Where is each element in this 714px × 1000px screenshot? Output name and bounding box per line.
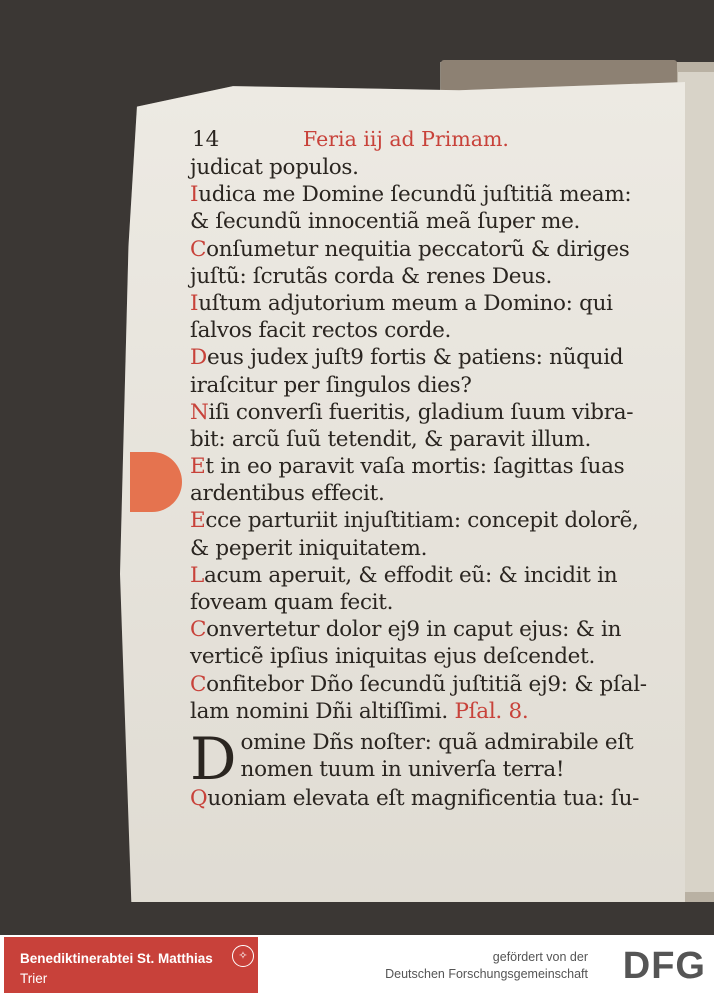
line-text: acum aperuit, & effodit eũ: & incidit in: [203, 562, 618, 588]
line-text: judicat populos.: [190, 155, 359, 180]
rubric-initial: E: [190, 454, 206, 480]
text-line: [190, 590, 650, 617]
text-line: [190, 644, 650, 671]
line-text: ſalvos facit rectos corde.: [190, 318, 452, 344]
line-text: udica me Domine ſecundũ juſtitiã meam:: [198, 182, 632, 208]
line-text: juſtũ: ſcrutãs corda & renes Deus.: [190, 263, 553, 289]
rubric-initial: C: [190, 617, 207, 643]
text-line: [190, 182, 650, 209]
footer-bar: [0, 935, 714, 1000]
psalm-line: [190, 699, 650, 726]
text-line: [190, 291, 650, 318]
text-line: [190, 318, 650, 345]
rubric-initial: D: [190, 345, 207, 371]
verse-lines: [190, 155, 650, 699]
line-text: & ſecundũ innocentiã meã ſuper me.: [190, 209, 581, 235]
text-line: [190, 209, 650, 236]
institution-banner[interactable]: [4, 937, 258, 993]
drop-cap: D: [190, 724, 237, 793]
psalm-label: Pſal. 8.: [454, 698, 529, 724]
line-text: bit: arcũ ſuũ tetendit, & paravit illum.: [190, 426, 592, 452]
text-line: [190, 373, 650, 400]
psalm-opening-line-2: nomen tuum in univerſa terra!: [240, 757, 565, 783]
line-text: uoniam elevata eſt magnificentia tua: ſu-: [207, 785, 640, 811]
text-line: [190, 155, 650, 182]
text-line: [190, 672, 650, 699]
text-line: [190, 563, 650, 590]
line-text: eus judex juſt9 fortis & patiens: nũquid: [206, 345, 624, 371]
text-line: [190, 508, 650, 535]
psalm-opening: [190, 724, 650, 793]
funding-line-1: gefördert von der: [492, 950, 588, 964]
funding-text: [385, 949, 588, 983]
rubric-initial: L: [190, 562, 204, 588]
page-header: [190, 127, 650, 155]
psalm-opening-line-1: omine Dñs noſter: quã admirabile eſt: [240, 729, 634, 755]
text-line: [190, 237, 650, 264]
abbey-logo-icon: ✧: [232, 945, 254, 967]
text-line: [190, 536, 650, 563]
line-text: verticẽ ipſius iniquitas ejus deſcendet.: [190, 644, 595, 670]
line-text: uſtum adjutorium meum a Domino: qui: [198, 290, 613, 316]
rubric-initial: C: [190, 671, 207, 697]
line-text: iſi converſi fueritis, gladium ſuum vibra-: [208, 399, 634, 425]
line-text: onvertetur dolor ej9 in caput ejus: & in: [206, 617, 622, 643]
line-text: & peperit iniquitatem.: [190, 535, 428, 561]
dfg-logo[interactable]: DFG: [622, 945, 706, 987]
line-text: onfitebor Dño ſecundũ juſtitiã ej9: & pſal-: [206, 671, 647, 697]
text-line: [190, 617, 650, 644]
text-line: [190, 481, 650, 508]
line-text: iraſcitur per ſingulos dies?: [190, 372, 472, 398]
text-line: [190, 345, 650, 372]
rubric-initial: Q: [190, 785, 208, 811]
line-text: foveam quam fecit.: [190, 590, 394, 615]
rubric-initial: I: [190, 182, 199, 208]
text-line: [190, 264, 650, 291]
running-head: Feria iij ad Primam.: [303, 127, 509, 151]
rubric-initial: N: [190, 399, 209, 425]
funding-line-2: Deutschen Forschungsgemeinschaft: [385, 967, 588, 981]
rubric-initial: C: [190, 236, 207, 262]
rubric-initial: I: [190, 290, 199, 316]
institution-city: Trier: [20, 971, 48, 986]
psalm-line-text: lam nomini Dñi altiſſimi.: [190, 698, 448, 724]
line-text: onſumetur nequitia peccatorũ & diriges: [206, 236, 630, 262]
rubric-initial: E: [190, 508, 206, 534]
line-text: cce parturiit injuſtitiam: concepit dolorẽ,: [205, 508, 639, 534]
page-number: 14: [192, 127, 220, 152]
page-text: [190, 127, 650, 813]
text-line: [190, 427, 650, 454]
text-line: [190, 400, 650, 427]
text-line: [190, 454, 650, 481]
line-text: t in eo paravit vaſa mortis: ſagittas ſuas: [205, 454, 625, 480]
last-line: [190, 786, 650, 813]
institution-name: Benediktinerabtei St. Matthias: [20, 951, 213, 966]
line-text: ardentibus effecit.: [190, 481, 385, 507]
